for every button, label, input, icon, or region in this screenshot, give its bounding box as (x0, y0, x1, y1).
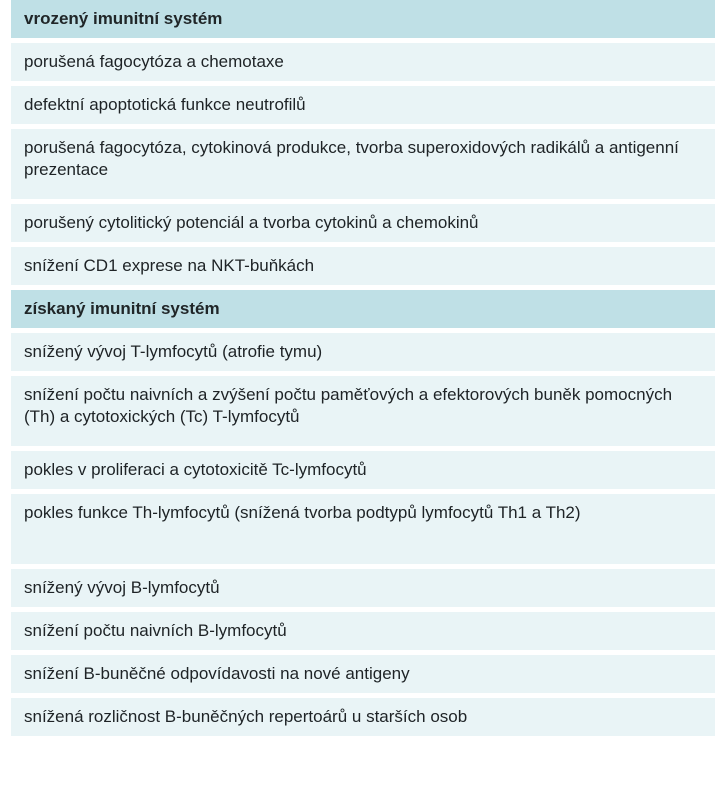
section-heading-text: vrozený imunitní systém (24, 9, 223, 28)
section-heading-innate (11, 0, 715, 43)
row-text: snížený vývoj B-lymfocytů (24, 578, 220, 597)
row-text: snížený vývoj T-lymfocytů (atrofie tymu) (24, 342, 323, 361)
immunity-changes-table (11, 0, 715, 741)
row-text: defektní apoptotická funkce neutrofilů (24, 95, 306, 114)
row-text: porušený cytolitický potenciál a tvorba cytokinů a chemokinů (24, 213, 479, 232)
section-heading-text: získaný imunitní systém (24, 299, 220, 318)
row-text: snížená rozličnost B-buněčných repertoárů u starších osob (24, 707, 468, 726)
table-row (11, 204, 715, 247)
row-text: porušená fagocytóza a chemotaxe (24, 52, 284, 71)
row-text: snížení CD1 exprese na NKT-buňkách (24, 256, 315, 275)
table-row (11, 451, 715, 494)
section-heading-acquired (11, 290, 715, 333)
row-text: pokles v proliferaci a cytotoxicitě Tc-lymfocytů (24, 460, 367, 479)
table-row (11, 612, 715, 655)
table-row (11, 333, 715, 376)
row-text: porušená fagocytóza, cytokinová produkce, tvorba superoxidových radikálů a antigenní prezentace (24, 138, 679, 179)
table-row (11, 43, 715, 86)
table-row (11, 129, 715, 204)
table-row (11, 494, 715, 569)
table-row (11, 569, 715, 612)
row-text: pokles funkce Th-lymfocytů (snížená tvorba podtypů lymfocytů Th1 a Th2) (24, 503, 581, 522)
table-row (11, 655, 715, 698)
table-row (11, 698, 715, 741)
table-row (11, 86, 715, 129)
table-row (11, 247, 715, 290)
table-row (11, 376, 715, 451)
row-text: snížení B-buněčné odpovídavosti na nové antigeny (24, 664, 410, 683)
row-text: snížení počtu naivních a zvýšení počtu paměťových a efektorových buněk pomocných (Th) a cytotoxických (Tc) T-lymfocytů (24, 385, 673, 426)
row-text: snížení počtu naivních B-lymfocytů (24, 621, 287, 640)
